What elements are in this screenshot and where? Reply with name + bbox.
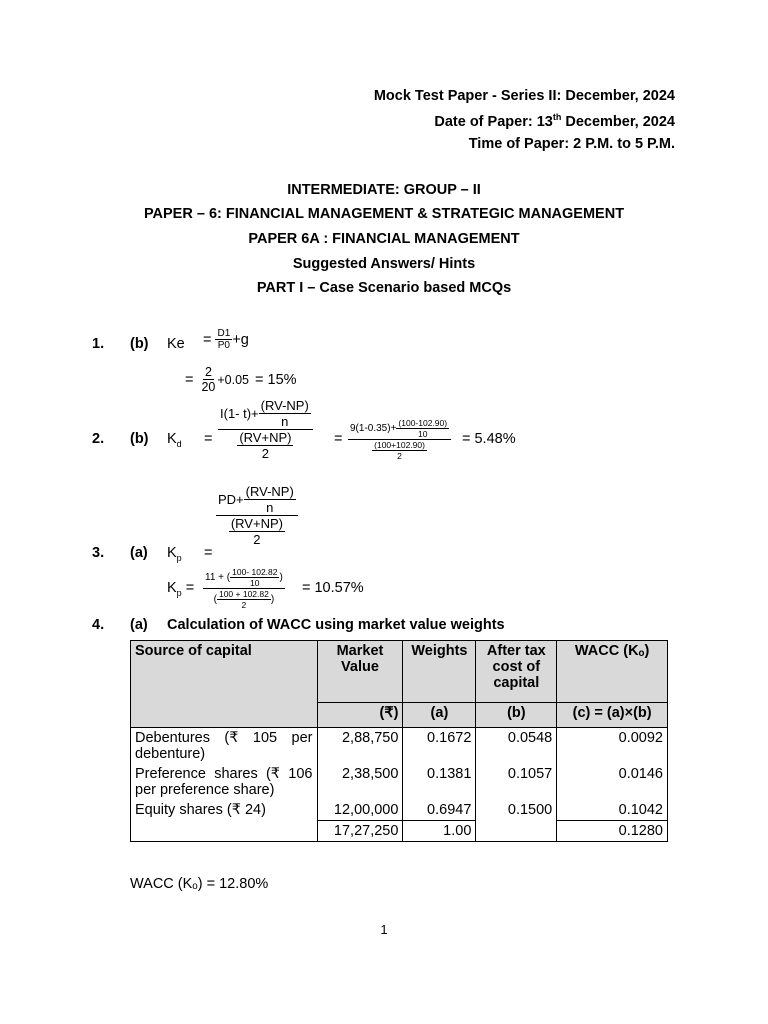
q3-den-bot: 2	[253, 532, 261, 547]
table-row	[131, 764, 668, 800]
cell-market-value: 12,00,000	[317, 800, 403, 821]
th-sub-rupee: (₹)	[317, 703, 403, 728]
q2-option: (b)	[130, 431, 149, 447]
th-sub-c: (c) = (a)×(b)	[557, 703, 668, 728]
q3-sub-inner-top: 100- 102.82	[232, 567, 278, 577]
q3-sub-fraction	[203, 567, 285, 610]
q2-den-fraction	[237, 430, 293, 461]
th-market-value: Market Value	[317, 641, 403, 703]
q3-den-fraction	[229, 516, 285, 547]
q3-substitution	[203, 567, 285, 610]
cell-cost: 0.0548	[476, 728, 557, 765]
q1-plus-g: +g	[232, 331, 249, 348]
cell-market-value: 2,88,750	[317, 728, 403, 765]
suggested-title: Suggested Answers/ Hints	[292, 256, 476, 272]
q2-number: 2.	[92, 431, 105, 447]
q3-option: (a)	[130, 545, 148, 561]
header-time: Time of Paper: 2 P.M. to 5 P.M.	[468, 136, 675, 152]
q2-sub-fraction	[348, 418, 451, 461]
q2-den-top: (RV+NP)	[239, 430, 292, 445]
total-wacc: 0.1280	[557, 821, 668, 842]
q2-lhs-k: K	[167, 431, 177, 447]
wacc-result: WACC (Kₒ) = 12.80%	[130, 876, 269, 892]
cell-wacc: 0.0092	[557, 728, 668, 765]
q1-lhs: Ke	[167, 336, 185, 352]
q4-heading: Calculation of WACC using market value weights	[167, 617, 505, 633]
th-source: Source of capital	[131, 641, 318, 728]
q3-sub-den	[217, 589, 271, 610]
table-row	[131, 728, 668, 765]
q2-sub-num-a: 9(1-0.35)+	[350, 423, 397, 434]
cell-market-value: 2,38,500	[317, 764, 403, 800]
group-title: INTERMEDIATE: GROUP – II	[287, 182, 481, 198]
q3-sub-num-a: 11 + (	[205, 572, 231, 583]
q2-inner-fraction	[259, 398, 311, 429]
q1-plus: +0.05	[217, 372, 250, 387]
q3-eq: =	[204, 545, 213, 561]
subpaper-title: PAPER 6A : FINANCIAL MANAGEMENT	[248, 231, 520, 247]
table-header-row	[131, 641, 668, 703]
q3-lhs2-k: K	[167, 580, 177, 596]
q2-main-denominator	[235, 430, 295, 461]
q1-eq2: =	[185, 371, 194, 388]
q1-step2-fraction	[199, 365, 217, 394]
q3-inner-fraction	[244, 484, 296, 515]
th-weights: Weights	[403, 641, 476, 703]
q3-sub-den-top: 100 + 102.82	[218, 589, 269, 599]
q3-sub-den-close: )	[270, 594, 275, 605]
q3-lhs	[167, 545, 182, 563]
q1-step2	[185, 365, 297, 394]
q3-sub-numerator	[203, 567, 285, 589]
q3-num-a: PD+	[218, 492, 244, 507]
table-total-row	[131, 821, 668, 842]
q3-sub-num-c: )	[279, 572, 283, 583]
q3-sub-inner-bot: 10	[250, 578, 260, 588]
q2-sub-inner-top: (100-102.90)	[398, 418, 448, 428]
q2-sub-numerator	[348, 418, 451, 440]
q3-lhs2	[167, 580, 194, 598]
q2-num-a: I(1- t)+	[220, 406, 259, 421]
cell-wacc: 0.0146	[557, 764, 668, 800]
q3-sub-denominator	[212, 589, 277, 610]
header-date	[434, 112, 675, 130]
q3-eq2: =	[185, 580, 195, 596]
q2-lhs-sub: d	[176, 438, 182, 449]
q3-formula	[216, 484, 298, 547]
q1-formula	[203, 328, 249, 351]
q1-option: (b)	[130, 336, 149, 352]
cell-cost: 0.1500	[476, 800, 557, 821]
q2-sub-den-top: (100+102.90)	[374, 440, 425, 450]
th-wacc: WACC (Kₒ)	[557, 641, 668, 703]
q2-sub-denominator	[370, 440, 429, 461]
q3-main-fraction	[216, 484, 298, 547]
th-sub-b: (b)	[476, 703, 557, 728]
th-sub-a: (a)	[403, 703, 476, 728]
cell-wacc: 0.1042	[557, 800, 668, 821]
table-row	[131, 800, 668, 821]
q1-frac-bot: P0	[217, 340, 230, 351]
q2-main-numerator	[218, 398, 313, 430]
cell-weight: 0.1672	[403, 728, 476, 765]
q2-inner-top: (RV-NP)	[260, 398, 309, 413]
cell-source: Debentures (₹ 105 per debenture)	[131, 728, 318, 765]
part-title: PART I – Case Scenario based MCQs	[256, 280, 512, 296]
header-date-post: December, 2024	[561, 113, 675, 130]
q2-inner-bot: n	[281, 414, 289, 429]
q3-lhs2-sub: p	[176, 587, 182, 598]
total-label	[131, 821, 318, 842]
q4-option: (a)	[130, 617, 148, 633]
q2-den-bot: 2	[261, 446, 270, 461]
q3-main-denominator	[227, 516, 287, 547]
wacc-table	[130, 640, 668, 842]
q3-sub-inner	[230, 567, 279, 588]
q3-inner-bot: n	[266, 500, 274, 515]
q1-eq: =	[203, 331, 212, 348]
th-after-tax: After tax cost of capital	[476, 641, 557, 703]
q1-step2-top: 2	[204, 365, 212, 379]
q1-number: 1.	[92, 336, 105, 352]
q2-main-fraction	[218, 398, 313, 461]
q1-result: = 15%	[255, 371, 297, 388]
q2-eq: =	[204, 431, 213, 447]
header-date-sup: th	[552, 112, 562, 122]
q3-inner-top: (RV-NP)	[245, 484, 294, 499]
cell-cost: 0.1057	[476, 764, 557, 800]
q3-main-numerator	[216, 484, 298, 516]
total-market-value: 17,27,250	[317, 821, 403, 842]
cell-weight: 0.6947	[403, 800, 476, 821]
q3-sub-den-bot: 2	[241, 600, 247, 610]
q3-lhs-k: K	[167, 545, 177, 561]
cell-source: Equity shares (₹ 24)	[131, 800, 318, 821]
q2-formula	[218, 398, 313, 461]
q1-frac-top: D1	[217, 328, 231, 339]
q2-result: = 5.48%	[462, 431, 516, 447]
q2-lhs	[167, 431, 182, 449]
q3-result: = 10.57%	[302, 580, 364, 596]
cell-source: Preference shares (₹ 106 per preference share)	[131, 764, 318, 800]
total-cost	[476, 821, 557, 842]
q2-sub-inner	[396, 418, 449, 439]
q3-lhs-sub: p	[176, 552, 182, 563]
q2-substitution	[348, 418, 451, 461]
header-line1: Mock Test Paper - Series II: December, 2024	[373, 88, 675, 104]
q3-den-top: (RV+NP)	[230, 516, 283, 531]
q3-number: 3.	[92, 545, 105, 561]
q2-sub-den	[372, 440, 427, 461]
q2-sub-inner-bot: 10	[418, 429, 428, 439]
page-number: 1	[380, 922, 388, 937]
cell-weight: 0.1381	[403, 764, 476, 800]
q1-step2-bot: 20	[201, 380, 216, 394]
header-date-pre: Date of Paper: 13	[434, 113, 553, 130]
total-weight: 1.00	[403, 821, 476, 842]
q3-sub-den-open: (	[213, 594, 217, 605]
q2-sub-den-bot: 2	[397, 451, 402, 461]
paper-title: PAPER – 6: FINANCIAL MANAGEMENT & STRATEGIC MANAGEMENT	[143, 206, 625, 222]
q2-eq2: =	[334, 431, 343, 447]
q1-fraction	[215, 328, 232, 351]
q4-number: 4.	[92, 617, 105, 633]
